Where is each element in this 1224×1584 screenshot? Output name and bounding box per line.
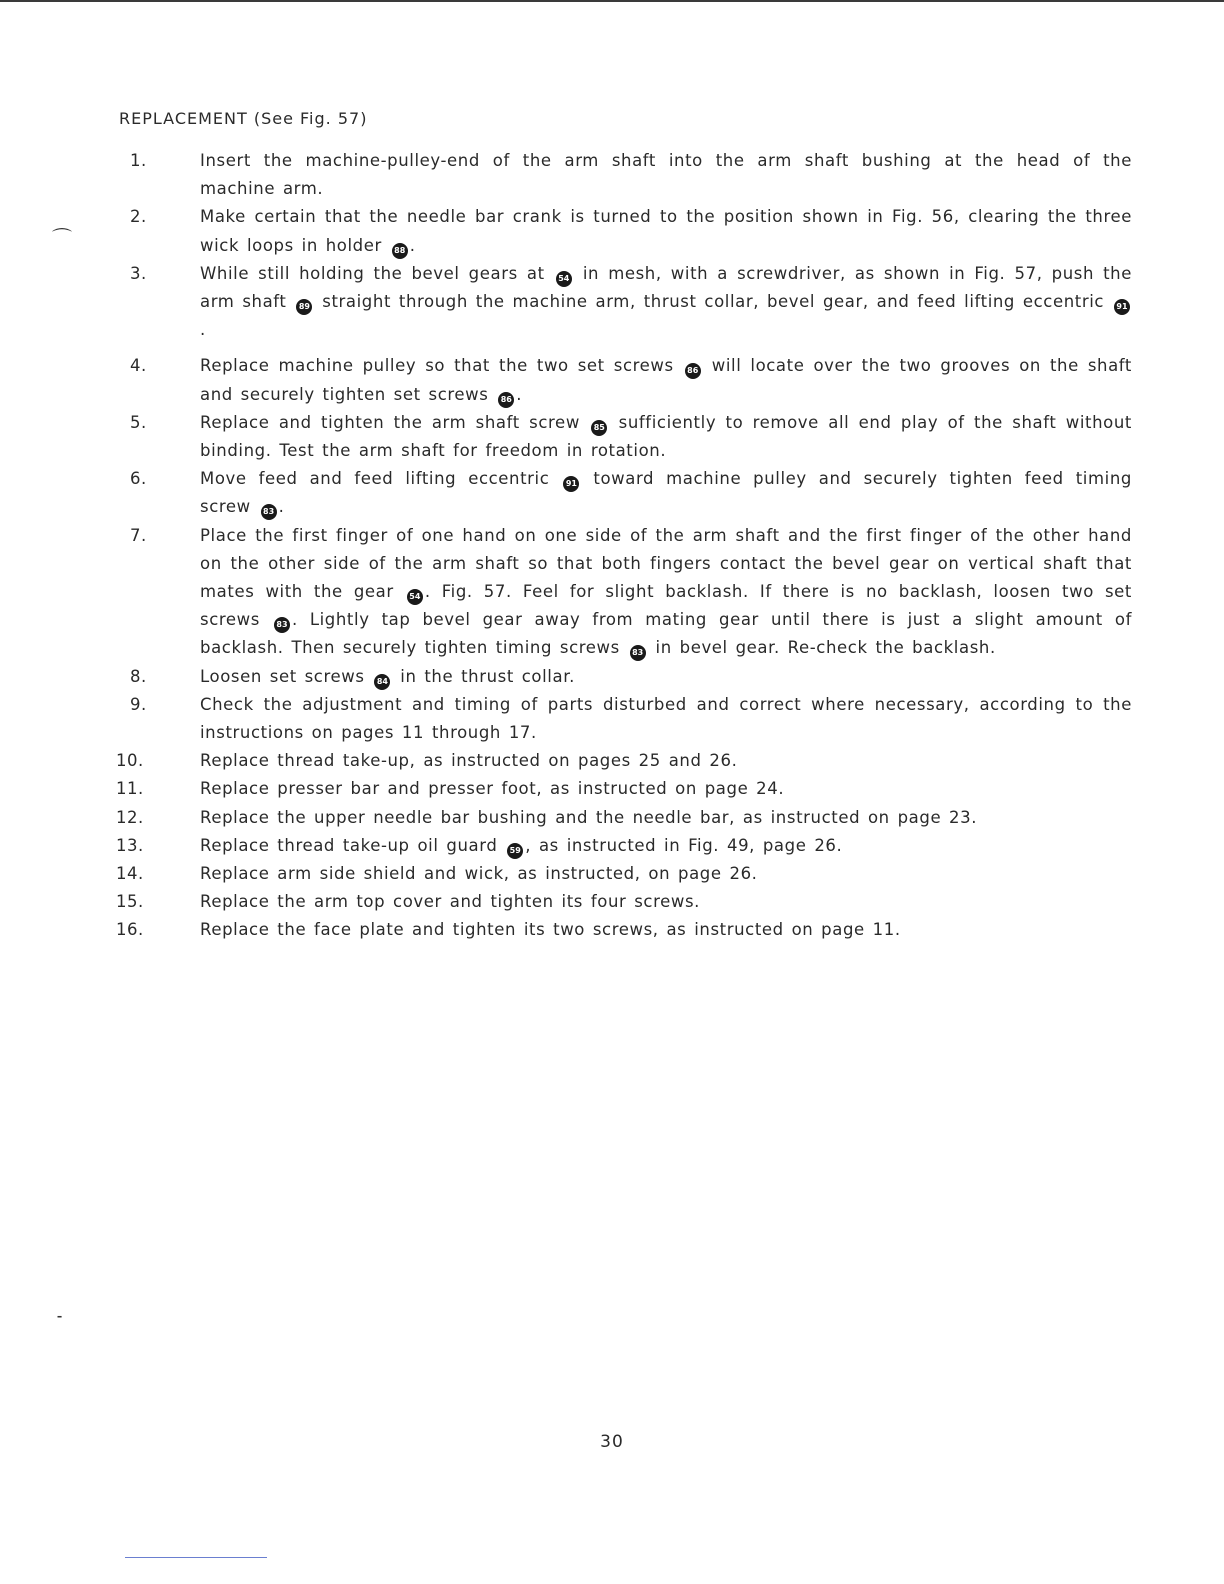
list-item xyxy=(112,522,1132,663)
step-text: Replace presser bar and presser foot, as instructed on page 24. xyxy=(200,779,785,799)
step-text: Replace machine pulley so that the two set screws 86 will locate over the two grooves on the shaft and securely tighten set screws 86 . xyxy=(200,352,1132,408)
list-item xyxy=(112,804,1132,832)
page-number: 30 xyxy=(600,1432,624,1452)
step-text: Move feed and feed lifting eccentric 91 toward machine pulley and securely tighten feed timing screw 83 . xyxy=(200,465,1132,521)
step-number: 10. xyxy=(116,751,144,771)
step-text: While still holding the bevel gears at 54 in mesh, with a screwdriver, as shown in Fig. 57, push the arm shaft 89 straight through the machine arm, thrust collar, bevel gear, and feed lifting eccentric 91. xyxy=(200,263,1132,340)
step-text: Make certain that the needle bar crank is turned to the position shown in Fig. 56, clearing the three wick loops in holder 88 . xyxy=(200,203,1132,259)
step-text: Replace the face plate and tighten its two screws, as instructed on page 11. xyxy=(200,920,901,940)
scan-mark: ⌒ xyxy=(52,226,72,250)
list-item xyxy=(112,860,1132,888)
step-text: Replace and tighten the arm shaft screw 85 sufficiently to remove all end play of the shaft without binding. Test the arm shaft for freedom in rotation. xyxy=(200,412,1132,461)
section-heading: REPLACEMENT (See Fig. 57) xyxy=(119,109,368,128)
part-reference-badge: 54 xyxy=(407,589,423,605)
part-reference-badge: 85 xyxy=(591,420,607,436)
part-reference-badge: 59 xyxy=(507,843,523,859)
part-reference-badge: 89 xyxy=(296,299,312,315)
step-number: 2. xyxy=(130,207,147,227)
step-text: Replace the arm top cover and tighten its four screws. xyxy=(200,892,701,912)
step-number: 4. xyxy=(130,356,147,376)
step-number: 13. xyxy=(116,835,144,855)
step-text: Replace the upper needle bar bushing and the needle bar, as instructed on page 23. xyxy=(200,807,978,827)
list-item xyxy=(112,409,1132,465)
list-item xyxy=(112,691,1132,747)
part-reference-badge: 54 xyxy=(556,271,572,287)
step-number: 1. xyxy=(130,151,147,170)
part-reference-badge: 86 xyxy=(685,363,701,379)
list-item xyxy=(112,888,1132,916)
step-number: 6. xyxy=(130,469,147,489)
list-item xyxy=(112,663,1132,691)
part-reference-badge: 91 xyxy=(563,476,579,492)
step-text: Replace thread take-up, as instructed on pages 25 and 26. xyxy=(200,751,738,771)
step-number: 16. xyxy=(116,920,144,940)
list-item xyxy=(112,832,1132,860)
replacement-steps-list xyxy=(112,147,1132,945)
part-reference-badge: 91 xyxy=(1114,299,1130,315)
step-number: 7. xyxy=(130,525,147,545)
part-reference-badge: 84 xyxy=(374,674,390,690)
part-reference-badge: 83 xyxy=(630,645,646,661)
list-item xyxy=(112,916,1132,944)
list-item xyxy=(112,465,1132,521)
step-text: Replace arm side shield and wick, as instructed, on page 26. xyxy=(200,864,758,884)
part-reference-badge: 86 xyxy=(498,392,514,408)
step-number: 8. xyxy=(130,666,147,686)
step-number: 12. xyxy=(116,807,144,827)
list-item xyxy=(112,352,1132,408)
step-text: Insert the machine-pulley-end of the arm shaft into the arm shaft bushing at the head of the machine arm. xyxy=(200,151,1132,199)
step-text: Check the adjustment and timing of parts disturbed and correct where necessary, according to the instructions on pages 11 through 17. xyxy=(200,694,1132,743)
list-item xyxy=(112,147,1132,203)
step-number: 15. xyxy=(116,892,144,912)
step-text: Place the first finger of one hand on one side of the arm shaft and the first finger of the other hand on the other side of the arm shaft so that both fingers contact the bevel gear on vertical shaft that mates with the gear 54 . Fig. 57. Feel for slight backlash. If there is no backlash, loosen two set screws 83 . Lightly tap bevel gear away from mating gear until there is just a slight amount of backlash. Then securely tighten timing screws 83 in bevel gear. Re-check the backlash. xyxy=(200,522,1132,663)
bottom-link-underline xyxy=(125,1557,267,1558)
step-number: 9. xyxy=(130,694,147,714)
step-number: 11. xyxy=(116,779,144,799)
list-item xyxy=(112,203,1132,259)
list-item xyxy=(112,775,1132,803)
part-reference-badge: 83 xyxy=(274,617,290,633)
step-number: 3. xyxy=(130,263,147,283)
top-border-line xyxy=(0,0,1224,2)
scan-mark: ⁃ xyxy=(56,1310,63,1326)
step-number: 14. xyxy=(116,864,144,884)
part-reference-badge: 88 xyxy=(392,243,408,259)
step-text: Replace thread take-up oil guard 59 , as instructed in Fig. 49, page 26. xyxy=(200,832,1132,860)
step-text: Loosen set screws 84 in the thrust collar. xyxy=(200,663,1132,691)
part-reference-badge: 83 xyxy=(261,504,277,520)
list-item xyxy=(112,260,1132,345)
step-number: 5. xyxy=(130,412,147,432)
list-item xyxy=(112,747,1132,775)
